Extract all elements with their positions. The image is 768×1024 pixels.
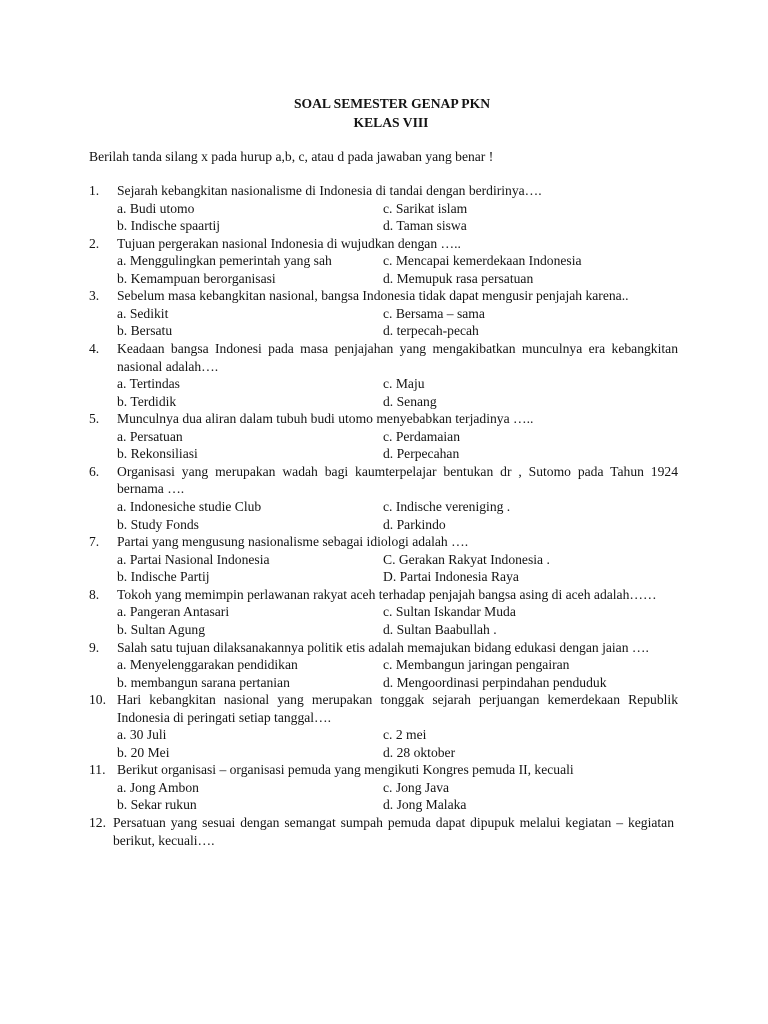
question-item [0,410,768,463]
answer-row [0,375,768,393]
answer-option: c. Perdamaian [383,428,460,444]
question-number: 2. [89,235,100,251]
answer-option: b. Sekar rukun [117,797,197,813]
question-item [0,533,768,586]
answer-option: b. Sultan Agung [117,621,205,637]
answer-row [0,498,768,516]
question-number: 8. [89,586,100,602]
question-text: Partai yang mengusung nasionalisme sebagai idiologi adalah …. [117,534,469,550]
answer-option: a. Tertindas [117,376,180,392]
answer-option: d. Perpecahan [383,446,460,462]
answer-row [0,621,768,639]
question-text: Berikut organisasi – organisasi pemuda yang mengikuti Kongres pemuda II, kecuali [117,762,574,778]
answer-option: a. Menggulingkan pemerintah yang sah [117,253,332,269]
question-item [0,287,768,340]
question-text: Sebelum masa kebangkitan nasional, bangsa Indonesia tidak dapat mengusir penjajah karena.. [117,288,629,304]
question-text: Persatuan yang sesuai dengan semangat sumpah pemuda dapat dipupuk melalui kegiatan – kegiatan berikut, kecuali…. [113,815,674,848]
question-text: Keadaan bangsa Indonesi pada masa penjajahan yang mengakibatkan munculnya era kebangkitan nasional adalah…. [117,341,678,374]
answer-option: a. Pangeran Antasari [117,604,230,620]
answer-row [0,779,768,797]
answer-option: c. Bersama – sama [383,305,485,321]
answer-option: b. Kemampuan berorganisasi [117,270,276,286]
question-number: 12. [89,815,106,831]
answer-option: c. Membangun jaringan pengairan [383,657,570,672]
question-number: 10. [89,692,106,708]
question-text: Tujuan pergerakan nasional Indonesia di wujudkan dengan ….. [117,235,461,251]
answer-row [0,428,768,446]
question-number: 6. [89,463,100,479]
question-item [0,463,768,533]
question-text: Organisasi yang merupakan wadah bagi kaumterpelajar bentukan dr , Sutomo pada Tahun 1924 bernama …. [117,463,678,497]
question-number: 9. [89,639,100,655]
answer-option: d. Sultan Baabullah . [383,621,497,637]
answer-option: b. Terdidik [117,393,177,409]
answer-option: a. Budi utomo [117,200,195,216]
answer-option: c. Indische vereniging . [383,498,511,514]
question-item [0,182,768,235]
answer-option: b. Indische spaartij [117,218,221,234]
answer-row [0,393,768,411]
title-block [0,94,768,132]
answer-option: a. Partai Nasional Indonesia [117,551,270,567]
question-item [0,814,768,849]
answer-row [0,322,768,340]
answer-option: b. Study Fonds [117,516,199,532]
question-text: Munculnya dua aliran dalam tubuh budi utomo menyebabkan terjadinya ….. [117,411,534,427]
answer-row [0,270,768,288]
question-list [0,182,768,849]
answer-option: d. Jong Malaka [383,797,467,813]
instruction-text: Berilah tanda silang x pada hurup a,b, c, atau d pada jawaban yang benar ! [89,149,494,164]
question-text: Sejarah kebangkitan nasionalisme di Indonesia di tandai dengan berdirinya…. [117,183,542,198]
answer-row [0,796,768,814]
answer-row [0,674,768,692]
question-number: 3. [89,288,100,304]
answer-option: c. 2 mei [383,727,427,743]
answer-row [0,744,768,762]
answer-option: a. Indonesiche studie Club [117,498,262,514]
answer-option: b. Bersatu [117,323,173,339]
question-number: 7. [89,534,100,550]
answer-option: b. 20 Mei [117,744,170,760]
answer-row [0,568,768,586]
question-item [0,340,768,410]
answer-option: d. 28 oktober [383,744,456,760]
question-text: Salah satu tujuan dilaksanakannya politik etis adalah memajukan bidang edukasi dengan jaian …. [117,639,649,655]
answer-option: c. Mencapai kemerdekaan Indonesia [383,253,582,269]
question-number: 11. [89,762,106,778]
answer-option: a. Jong Ambon [117,779,199,795]
answer-option: b. Indische Partij [117,569,210,585]
answer-option: d. Senang [383,393,437,409]
question-item [0,586,768,639]
answer-option: a. Sedikit [117,305,169,321]
answer-row [0,726,768,744]
answer-row [0,516,768,534]
answer-option: d. terpecah-pecah [383,323,479,339]
question-number: 4. [89,341,100,357]
answer-option: d. Memupuk rasa persatuan [383,270,534,286]
question-number: 5. [89,411,100,427]
document-subtitle: KELAS VIII [353,115,429,130]
question-text: Tokoh yang memimpin perlawanan rakyat aceh terhadap penjajah bangsa asing di aceh adalah…… [117,586,657,602]
answer-option: a. Persatuan [117,428,183,444]
question-text: Hari kebangkitan nasional yang merupakan tonggak sejarah perjuangan kemerdekaan Republik Indonesia di peringati setiap tanggal…. [117,692,678,725]
answer-option: D. Partai Indonesia Raya [383,569,519,585]
answer-option: C. Gerakan Rakyat Indonesia . [383,551,550,567]
answer-row [0,217,768,235]
answer-row [0,200,768,218]
answer-option: c. Jong Java [383,779,450,795]
answer-option: d. Taman siswa [383,218,467,234]
answer-option: a. 30 Juli [117,727,167,743]
question-item [0,639,768,692]
answer-row [0,252,768,270]
question-number: 1. [89,183,100,198]
question-item [0,691,768,761]
answer-option: c. Maju [383,376,425,392]
answer-option: b. membangun sarana pertanian [117,674,290,690]
question-item [0,235,768,288]
answer-option: b. Rekonsiliasi [117,446,198,462]
question-item [0,761,768,814]
answer-row [0,445,768,463]
answer-row [0,603,768,621]
answer-option: d. Parkindo [383,516,446,532]
answer-option: d. Mengoordinasi perpindahan penduduk [383,674,607,690]
answer-option: c. Sultan Iskandar Muda [383,604,516,620]
answer-option: a. Menyelenggarakan pendidikan [117,657,298,672]
document-title: SOAL SEMESTER GENAP PKN [293,96,491,111]
answer-row [0,656,768,674]
answer-row [0,551,768,569]
answer-option: c. Sarikat islam [383,200,468,216]
answer-row [0,305,768,323]
